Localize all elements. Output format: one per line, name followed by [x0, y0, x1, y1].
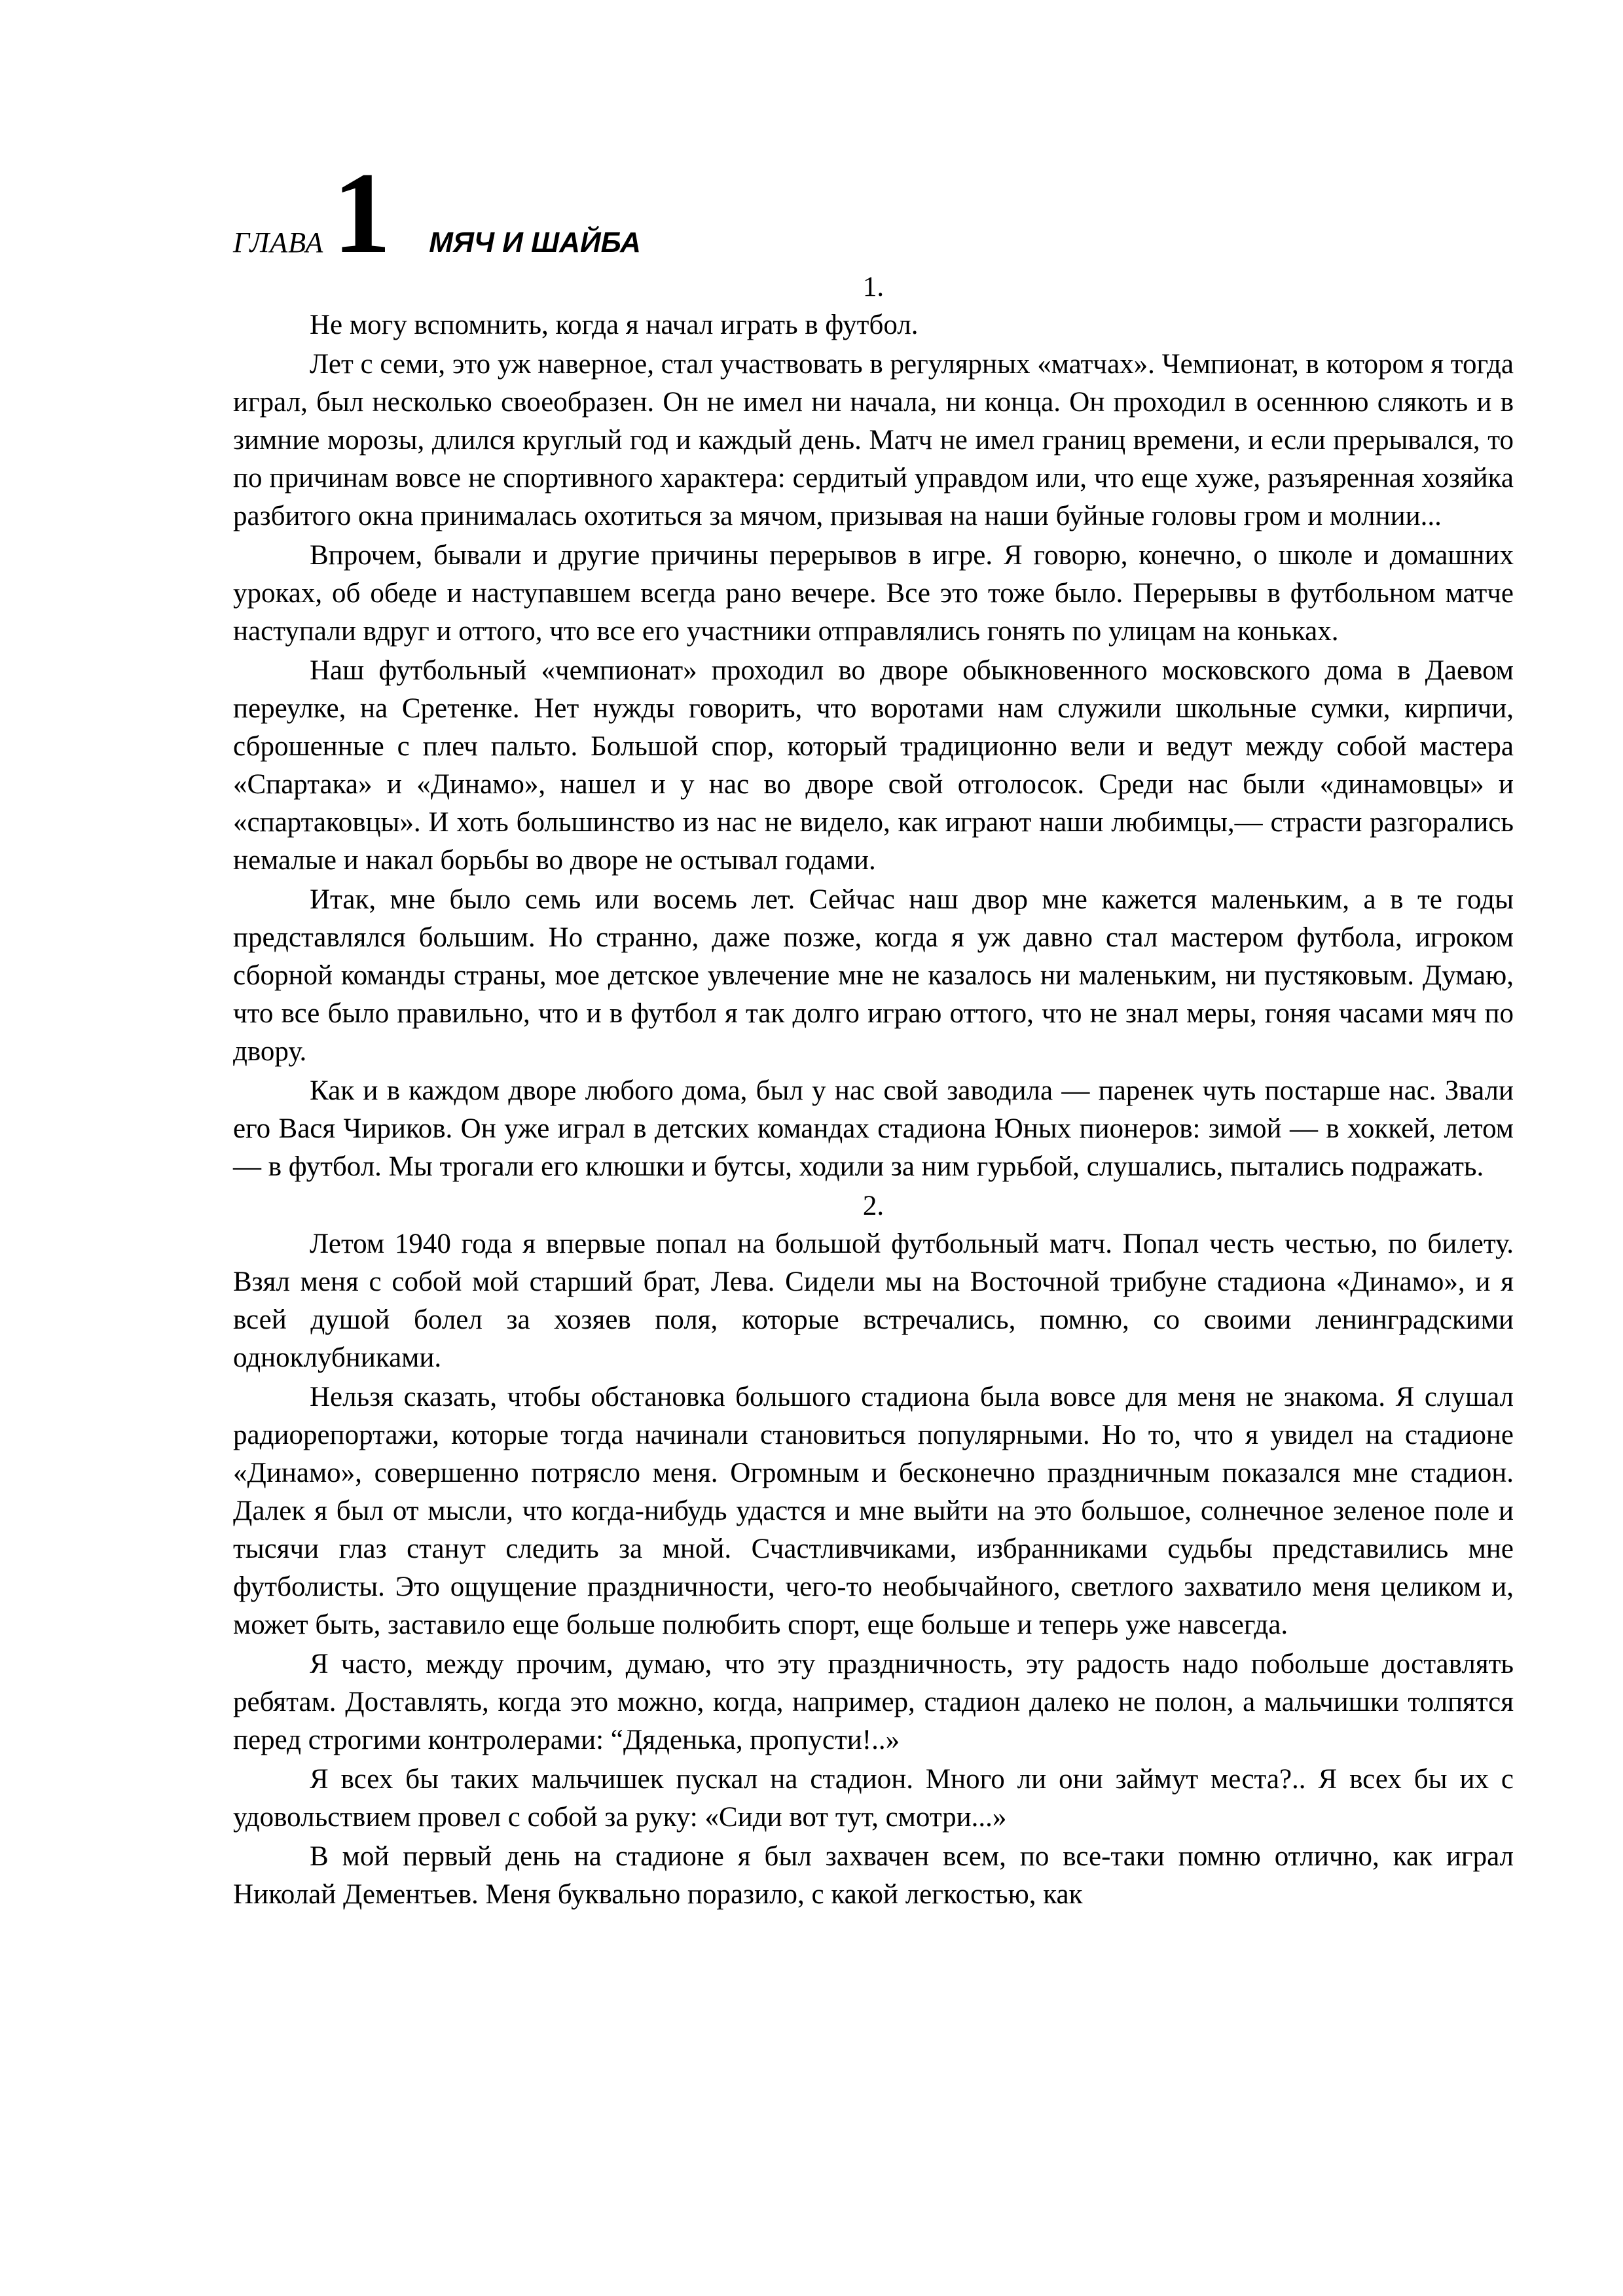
chapter-label: ГЛАВА	[233, 226, 324, 259]
document-page	[233, 148, 1514, 1915]
paragraph: Итак, мне было семь или восемь лет. Сейчас наш двор мне кажется маленьким, а в те годы представлялся большим. Но странно, даже позже, когда я уж давно стал мастером футбола, игроком сборной команды страны, мое детское увлечение мне не казалось ни маленьким, ни пустяковым. Думаю, что все было правильно, что и в футбол я так долго играю оттого, что не знал меры, гоняя часами мяч по двору.	[233, 884, 1514, 1067]
section-number: 2.	[862, 1191, 884, 1221]
paragraph: Летом 1940 года я впервые попал на большой футбольный матч. Попал честь честью, по билету. Взял меня с собой мой старший брат, Лева. Сидели мы на Восточной трибуне стадиона «Динамо», и я всей душой болел за хозяев поля, которые встречались, помню, со своими ленинградскими одноклубниками.	[233, 1229, 1514, 1373]
chapter-header	[233, 148, 1514, 278]
paragraph: Как и в каждом дворе любого дома, был у нас свой заводила — паренек чуть постарше нас. Звали его Вася Чириков. Он уже играл в детских командах стадиона Юных пионеров: зимой — в хоккей, летом — в футбол. Мы трогали его клюшки и бутсы, ходили за ним гурьбой, слушались, пытались подражать.	[233, 1075, 1514, 1182]
chapter-number: 1	[333, 148, 392, 278]
section-2	[233, 1187, 1514, 1914]
section-1	[233, 268, 1514, 1186]
paragraph: Не могу вспомнить, когда я начал играть в футбол.	[310, 310, 919, 340]
paragraph: Лет с семи, это уж наверное, стал участвовать в регулярных «матчах». Чемпионат, в котором я тогда играл, был несколько своеобразен. Он не имел ни начала, ни конца. Он проходил в осеннюю слякоть и в зимние морозы, длился круглый год и каждый день. Матч не имел границ времени, и если прерывался, то по причинам вовсе не спортивного характера: сердитый управдом или, что еще хуже, разъяренная хозяйка разбитого окна принималась охотиться за мячом, призывая на наши буйные головы гром и молнии...	[233, 349, 1514, 531]
paragraph: Впрочем, бывали и другие причины перерывов в игре. Я говорю, конечно, о школе и домашних уроках, об обеде и наступавшем всегда рано вечере. Все это тоже было. Перерывы в футбольном матче наступали вдруг и оттого, что все его участники отправлялись гонять по улицам на коньках.	[233, 540, 1514, 647]
section-number: 1.	[862, 272, 884, 302]
paragraph: Я часто, между прочим, думаю, что эту праздничность, эту радость надо побольше доставлять ребятам. Доставлять, когда это можно, когда, например, стадион далеко не полон, а мальчишки толпятся перед строгими контролерами: “Дяденька, пропусти!..»	[233, 1649, 1514, 1755]
chapter-title: МЯЧ И ШАЙБА	[429, 226, 641, 259]
paragraph: Нельзя сказать, чтобы обстановка большого стадиона была вовсе для меня не знакома. Я слушал радиорепортажи, которые тогда начинали становиться популярными. Но то, что я увидел на стадионе «Динамо», совершенно потрясло меня. Огромным и бесконечно праздничным показался мне стадион. Далек я был от мысли, что когда-нибудь удастся и мне выйти на это большое, солнечное зеленое поле и тысячи глаз станут следить за мной. Счастливчиками, избранниками судьбы представились мне футболисты. Это ощущение праздничности, чего-то необычайного, светлого захватило меня целиком и, может быть, заставило еще больше полюбить спорт, еще больше и теперь уже навсегда.	[233, 1382, 1514, 1640]
paragraph: Наш футбольный «чемпионат» проходил во дворе обыкновенного московского дома в Даевом переулке, на Сретенке. Нет нужды говорить, что воротами нам служили школьные сумки, кирпичи, сброшенные с плеч пальто. Большой спор, который традиционно вели и ведут между собой мастера «Спартака» и «Динамо», нашел и у нас во дворе свой отголосок. Среди нас были «динамовцы» и «спартаковцы». И хоть большинство из нас не видело, как играют наши любимцы,— страсти разгорались немалые и накал борьбы во дворе не остывал годами.	[233, 655, 1514, 876]
paragraph: В мой первый день на стадионе я был захвачен всем, по все-таки помню отлично, как играл Николай Дементьев. Меня буквально поразило, с какой легкостью, как	[233, 1841, 1514, 1910]
paragraph: Я всех бы таких мальчишек пускал на стадион. Много ли они займут места?.. Я всех бы их с удовольствием провел с собой за руку: «Сиди вот тут, смотри...»	[233, 1764, 1514, 1833]
